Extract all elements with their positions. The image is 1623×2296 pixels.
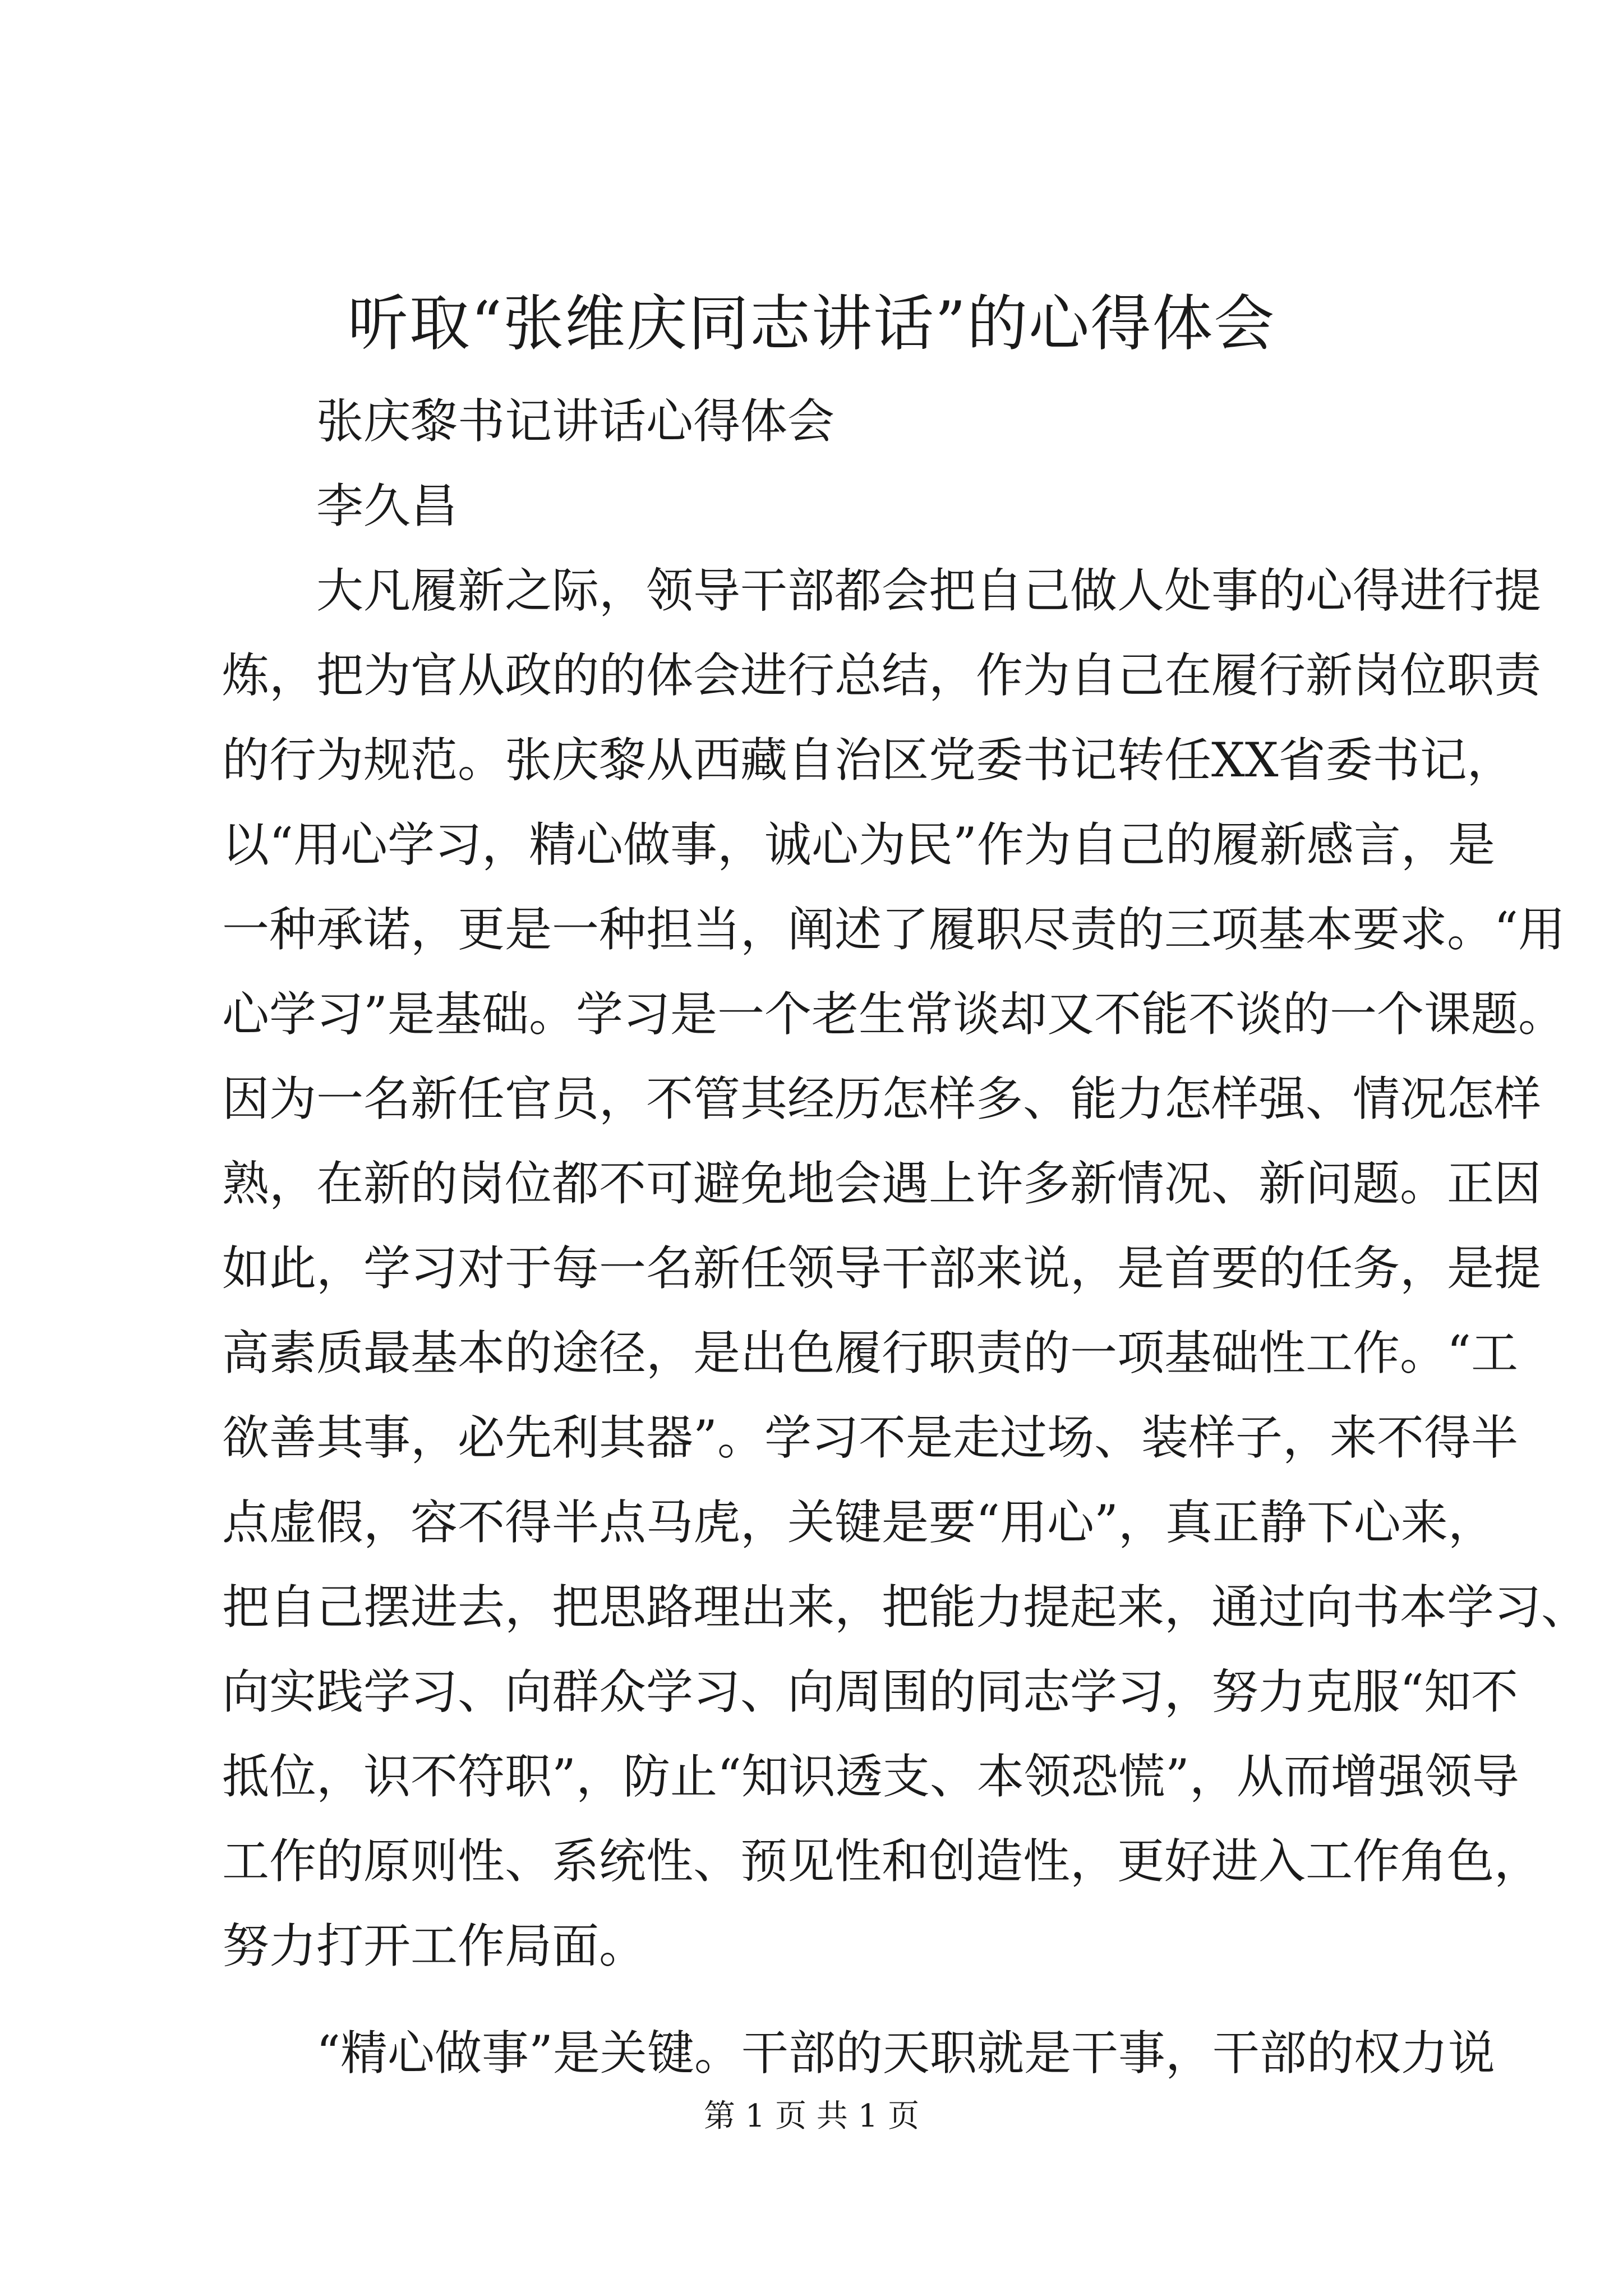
document-author: 李久昌 <box>316 478 458 533</box>
paragraph-line: 如此，学习对于每一名新任领导干部来说，是首要的任务，是提 <box>222 1241 1542 1296</box>
paragraph-spacer <box>222 1989 1422 2011</box>
paragraph-line: 炼，把为官从政的的体会进行总结，作为自己在履行新岗位职责 <box>222 648 1542 703</box>
paragraph-2 <box>222 2011 1495 2096</box>
page-number: 第 1 页 共 1 页 <box>703 2098 920 2134</box>
paragraph-line: 熟，在新的岗位都不可避免地会遇上许多新情况、新问题。正因 <box>222 1156 1542 1211</box>
document-title: 听取“张维庆同志讲话”的心得体会 <box>347 289 1276 359</box>
paragraph-line: 心学习”是基础。学习是一个老生常谈却又不能不谈的一个课题。 <box>222 987 1565 1042</box>
paragraph-line: 抵位，识不符职”，防止“知识透支、本领恐慌”，从而增强领导 <box>222 1749 1519 1804</box>
paragraph-line: 努力打开工作局面。 <box>222 1918 647 1973</box>
paragraph-line: 大凡履新之际，领导干部都会把自己做人处事的心得进行提 <box>316 563 1542 618</box>
document-subtitle: 张庆黎书记讲话心得体会 <box>316 394 835 449</box>
paragraph-line: 点虚假，容不得半点马虎，关键是要“用心”，真正静下心来， <box>222 1495 1495 1550</box>
paragraph-1 <box>222 549 1589 1989</box>
paragraph-line: 的行为规范。张庆黎从西藏自治区党委书记转任XX省委书记， <box>222 733 1514 788</box>
paragraph-line: 向实践学习、向群众学习、向周围的同志学习，努力克服“知不 <box>222 1664 1518 1719</box>
paragraph-line: 一种承诺，更是一种担当，阐述了履职尽责的三项基本要求。“用 <box>222 902 1565 957</box>
paragraph-line: 以“用心学习，精心做事，诚心为民”作为自己的履新感言，是 <box>222 817 1495 872</box>
paragraph-line: 把自己摆进去，把思路理出来，把能力提起来，通过向书本学习、 <box>222 1580 1589 1635</box>
paragraph-line: “精心做事”是关键。干部的天职就是干事，干部的权力说 <box>316 2026 1495 2081</box>
document-body <box>222 379 1589 2096</box>
paragraph-line: 欲善其事，必先利其器”。学习不是走过场、装样子，来不得半 <box>222 1410 1518 1465</box>
paragraph-line: 工作的原则性、系统性、预见性和创造性，更好进入工作角色， <box>222 1834 1542 1889</box>
paragraph-line: 因为一名新任官员，不管其经历怎样多、能力怎样强、情况怎样 <box>222 1071 1542 1126</box>
paragraph-line: 高素质最基本的途径，是出色履行职责的一项基础性工作。“工 <box>222 1326 1518 1381</box>
